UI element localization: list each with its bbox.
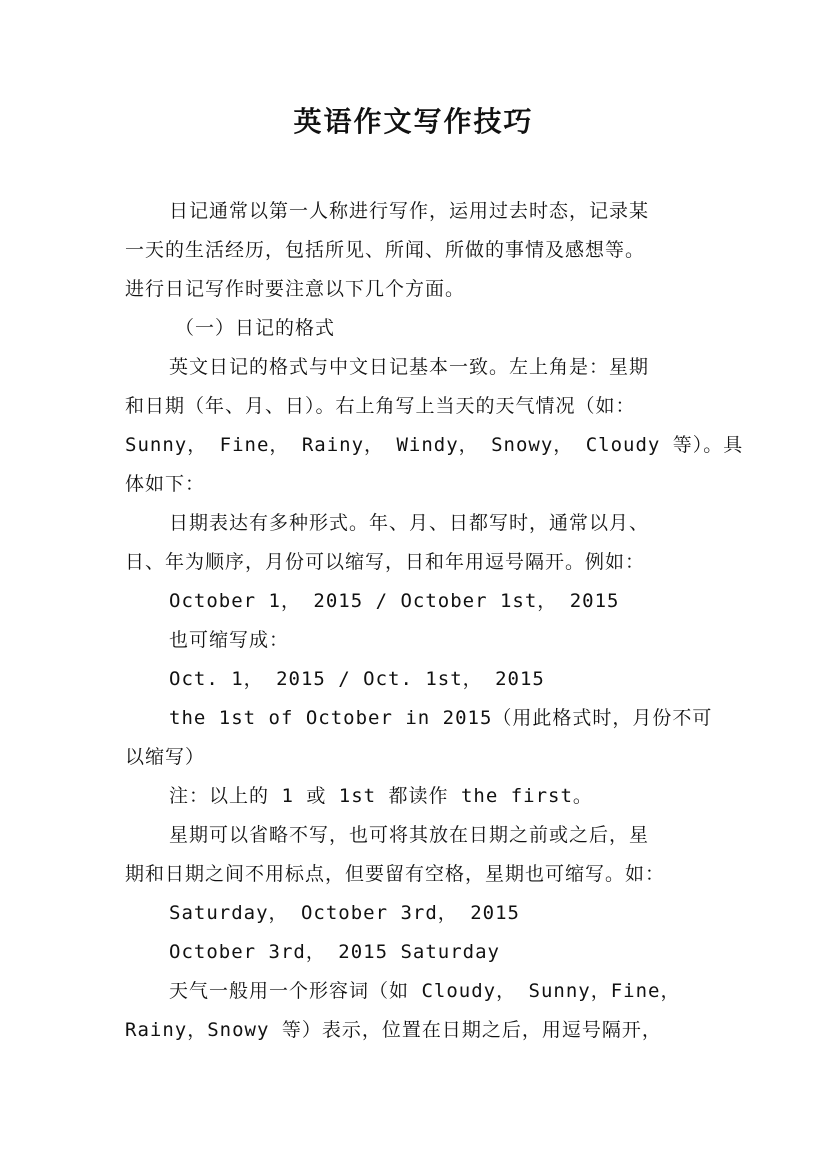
paragraph-line: 日记通常以第一人称进行写作，运用过去时态，记录某 (169, 200, 650, 222)
paragraph-line: 期和日期之间不用标点，但要留有空格，星期也可缩写。如： (125, 863, 666, 885)
paragraph-line: 以缩写） (125, 746, 206, 768)
document-body (125, 192, 744, 1050)
paragraph-line: 和日期（年、月、日）。右上角写上当天的天气情况（如： (125, 395, 636, 417)
example-line: October 1， 2015 / October 1st， 2015 (169, 590, 620, 612)
paragraph-line: Sunny， Fine， Rainy， Windy， Snowy， Cloudy 等）。具 (125, 434, 744, 456)
example-line: Oct. 1， 2015 / Oct. 1st， 2015 (169, 668, 545, 690)
example-line: the 1st of October in 2015（用此格式时，月份不可 (169, 707, 713, 729)
paragraph-line: 一天的生活经历，包括所见、所闻、所做的事情及感想等。 (125, 239, 646, 261)
paragraph-line: 天气一般用一个形容词（如 Cloudy， Sunny，Fine， (169, 980, 681, 1002)
example-line: October 3rd， 2015 Saturday (169, 941, 500, 963)
document-title: 英语作文写作技巧 (293, 105, 534, 138)
paragraph-line: 进行日记写作时要注意以下几个方面。 (125, 278, 466, 300)
paragraph-line: Rainy，Snowy 等）表示，位置在日期之后，用逗号隔开， (125, 1019, 662, 1041)
paragraph-line: 日、年为顺序，月份可以缩写，日和年用逗号隔开。例如： (125, 551, 646, 573)
section-heading: （一）日记的格式 (175, 317, 336, 339)
example-line: Saturday， October 3rd， 2015 (169, 902, 520, 924)
paragraph-line: 也可缩写成： (169, 629, 290, 651)
note-line: 注：以上的 1 或 1st 都读作 the first。 (169, 785, 593, 807)
paragraph-line: 日期表达有多种形式。年、月、日都写时，通常以月、 (169, 512, 650, 534)
paragraph-line: 体如下： (125, 473, 206, 495)
paragraph-line: 星期可以省略不写，也可将其放在日期之前或之后，星 (169, 824, 650, 846)
paragraph-line: 英文日记的格式与中文日记基本一致。左上角是：星期 (169, 356, 650, 378)
